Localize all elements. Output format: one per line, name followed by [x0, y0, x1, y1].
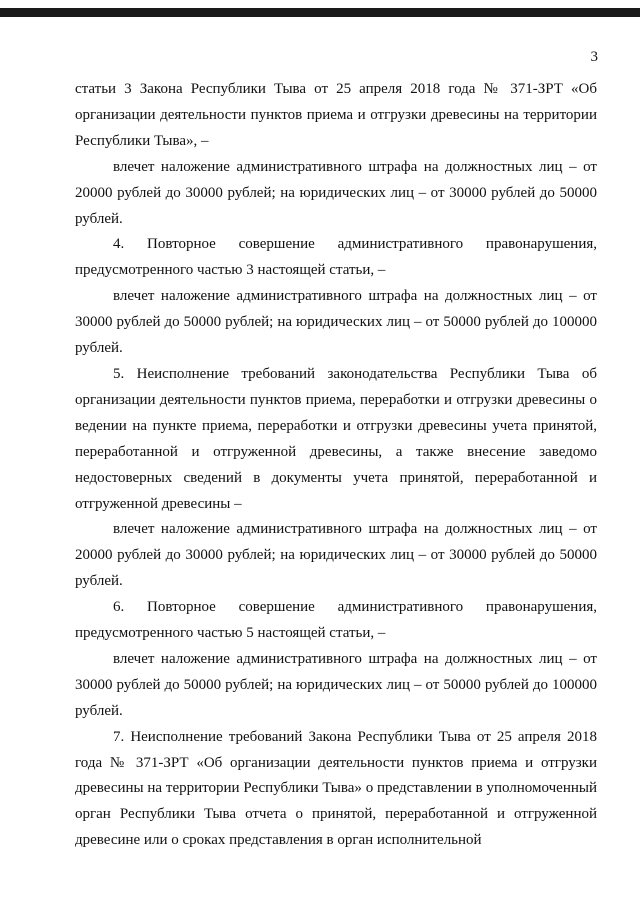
paragraph-5: 5. Неисполнение требований законодательства Республики Тыва об организации деятельности пунктов приема, переработки и отгрузки древесины о ведении на пункте приема, переработки и отгрузки древесины учета принятой, переработанной и отгруженной древесины, а также внесение заведомо недостоверных сведений в документы учета принятой, переработанной и отгруженной древесины – — [75, 365, 597, 512]
paragraph-4: влечет наложение административного штрафа на должностных лиц – от 30000 рублей до 50000 рублей; на юридических лиц – от 50000 рублей до 100000 рублей. — [75, 288, 597, 357]
document-body — [75, 77, 597, 854]
paragraph-1: статьи 3 Закона Республики Тыва от 25 апреля 2018 года № 371-ЗРТ «Об организации деятельности пунктов приема и отгрузки древесины на территории Республики Тыва», – — [75, 81, 597, 149]
page-number: 3 — [590, 49, 598, 65]
paragraph-7: 6. Повторное совершение административного правонарушения, предусмотренного частью 5 настоящей статьи, – — [75, 599, 597, 642]
paragraph-2: влечет наложение административного штрафа на должностных лиц – от 20000 рублей до 30000 рублей; на юридических лиц – от 30000 рублей до 50000 рублей. — [75, 158, 597, 227]
paragraph-3: 4. Повторное совершение административного правонарушения, предусмотренного частью 3 настоящей статьи, – — [75, 236, 597, 279]
paragraph-8: влечет наложение административного штрафа на должностных лиц – от 30000 рублей до 50000 рублей; на юридических лиц – от 50000 рублей до 100000 рублей. — [75, 650, 597, 719]
paragraph-6: влечет наложение административного штрафа на должностных лиц – от 20000 рублей до 30000 рублей; на юридических лиц – от 30000 рублей до 50000 рублей. — [75, 521, 597, 590]
paragraph-9: 7. Неисполнение требований Закона Республики Тыва от 25 апреля 2018 года № 371-ЗРТ «Об организации деятельности пунктов приема и отгрузки древесины на территории Республики Тыва» о представлении в уполномоченный орган Республики Тыва отчета о принятой, переработанной и отгруженной древесине или о сроках представления в орган исполнительной — [75, 728, 597, 849]
scan-top-border — [0, 8, 640, 17]
